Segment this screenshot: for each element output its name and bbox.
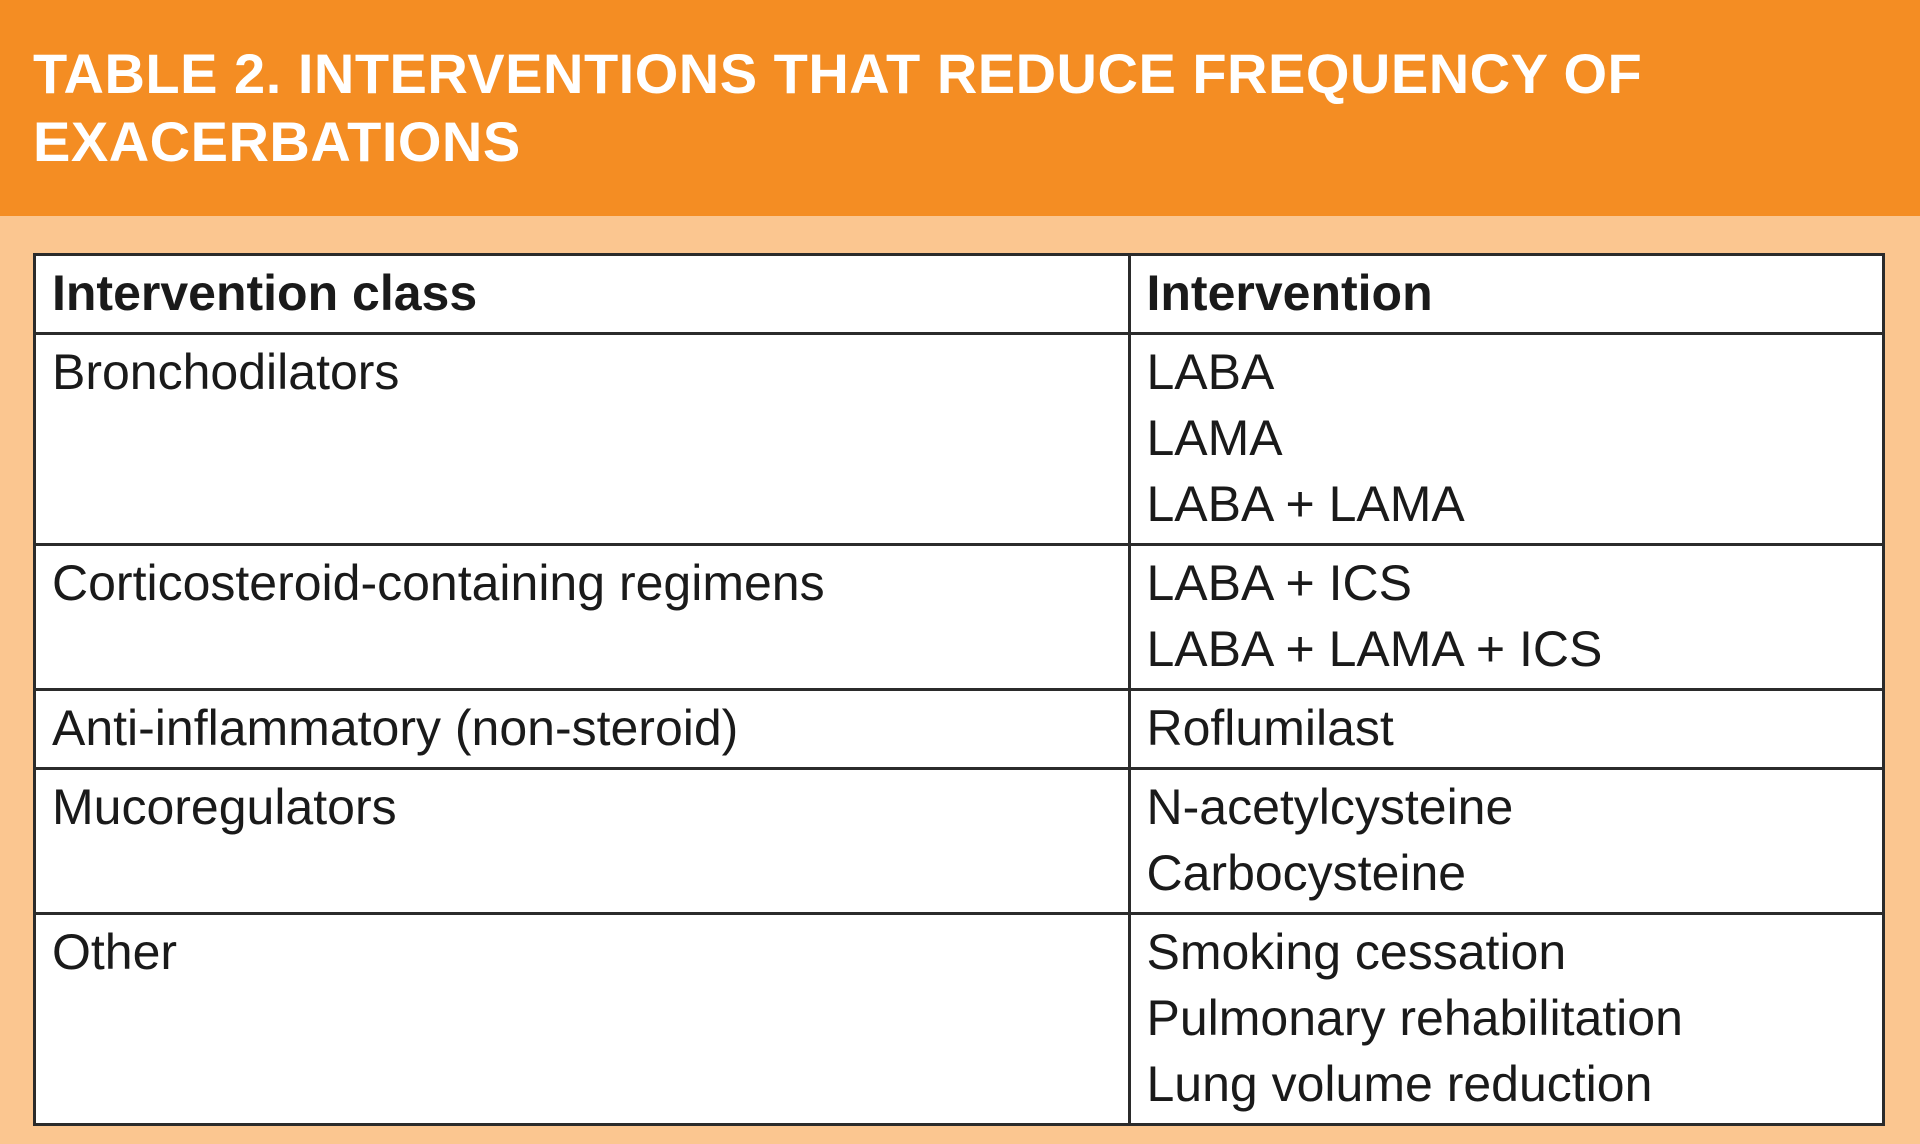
table-row [36, 769, 1882, 914]
table-title: TABLE 2. INTERVENTIONS THAT REDUCE FREQUENCY OF EXACERBATIONS [33, 42, 1643, 173]
intervention-class-cell: Other [36, 914, 1129, 1124]
intervention-item: LABA + ICS [1146, 555, 1412, 611]
intervention-item: Carbocysteine [1146, 845, 1467, 901]
intervention-item: N-acetylcysteine [1146, 779, 1514, 835]
intervention-item: LAMA [1146, 410, 1283, 466]
intervention-cell [1129, 769, 1882, 914]
intervention-item: LABA + LAMA [1146, 476, 1465, 532]
intervention-item: Smoking cessation [1146, 924, 1567, 980]
intervention-item: LABA + LAMA + ICS [1146, 621, 1603, 677]
intervention-item: Lung volume reduction [1146, 1056, 1653, 1112]
intervention-item: Roflumilast [1146, 700, 1394, 756]
intervention-cell [1129, 334, 1882, 545]
intervention-class-cell: Anti-inflammatory (non-steroid) [36, 690, 1129, 769]
intervention-class-cell: Mucoregulators [36, 769, 1129, 914]
column-header-intervention: Intervention [1129, 256, 1882, 334]
table-row [36, 690, 1882, 769]
intervention-item: LABA [1146, 344, 1275, 400]
title-banner [0, 0, 1920, 216]
intervention-cell [1129, 690, 1882, 769]
table-header-row [36, 256, 1882, 334]
table-row [36, 334, 1882, 545]
interventions-table [33, 253, 1885, 1126]
intervention-class-cell: Bronchodilators [36, 334, 1129, 545]
intervention-class-cell: Corticosteroid-containing regimens [36, 545, 1129, 690]
intervention-cell [1129, 914, 1882, 1124]
table-row [36, 914, 1882, 1124]
intervention-item: Pulmonary rehabilitation [1146, 990, 1683, 1046]
table-row [36, 545, 1882, 690]
column-header-intervention-class: Intervention class [36, 256, 1129, 334]
intervention-cell [1129, 545, 1882, 690]
